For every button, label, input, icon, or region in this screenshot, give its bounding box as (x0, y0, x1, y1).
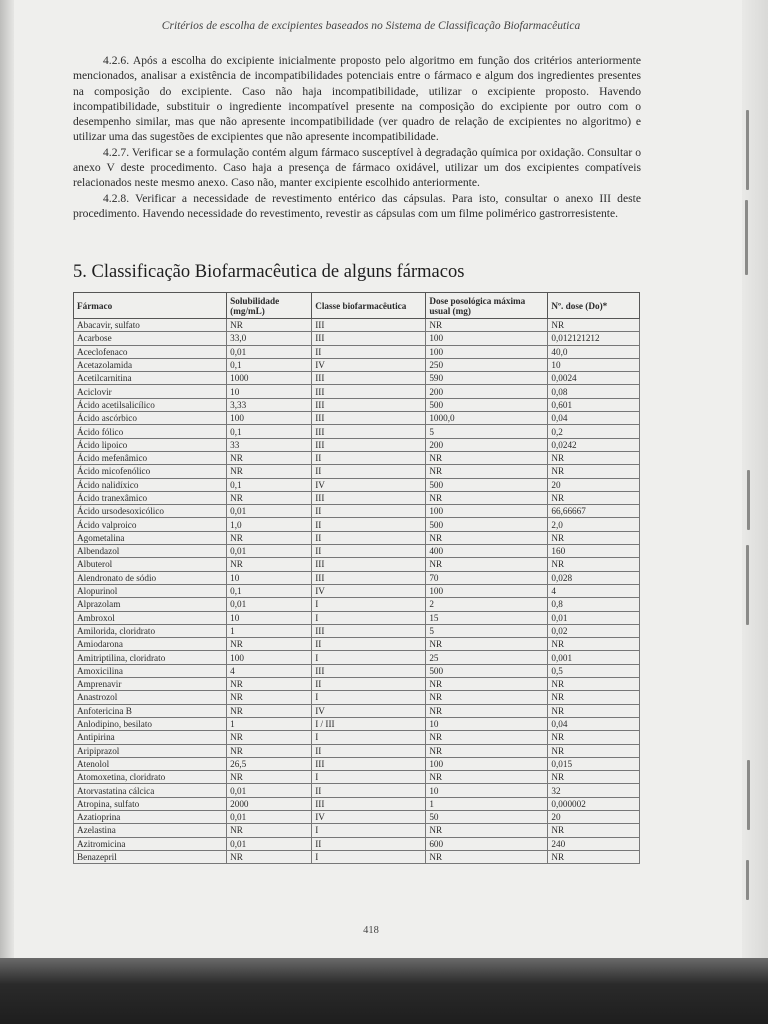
cell-dose: 100 (426, 332, 548, 345)
cell-numero-dose: NR (548, 771, 640, 784)
cell-solubilidade: 1000 (227, 372, 312, 385)
cell-numero-dose: 0,2 (548, 425, 640, 438)
cell-farmaco: Ácido ascórbico (74, 412, 227, 425)
cell-numero-dose: 0,8 (548, 598, 640, 611)
cell-dose: 400 (426, 545, 548, 558)
cell-numero-dose: 0,01 (548, 611, 640, 624)
cell-classe: I / III (312, 717, 426, 730)
cell-solubilidade: 0,01 (227, 345, 312, 358)
page-left-edge-shadow (0, 0, 14, 958)
cell-solubilidade: 10 (227, 571, 312, 584)
cell-solubilidade: 0,01 (227, 598, 312, 611)
table-row (74, 465, 640, 478)
cell-solubilidade: 0,1 (227, 584, 312, 597)
cell-solubilidade: NR (227, 824, 312, 837)
cell-classe: II (312, 784, 426, 797)
cell-numero-dose: NR (548, 491, 640, 504)
cell-dose: NR (426, 850, 548, 863)
table-row (74, 518, 640, 531)
table-row (74, 638, 640, 651)
cell-solubilidade: NR (227, 531, 312, 544)
cell-classe: III (312, 398, 426, 411)
table-row (74, 438, 640, 451)
cell-farmaco: Atenolol (74, 757, 227, 770)
cell-classe: II (312, 451, 426, 464)
table-row (74, 598, 640, 611)
cell-classe: II (312, 531, 426, 544)
page-right-margin (742, 0, 768, 958)
cell-numero-dose: 0,04 (548, 717, 640, 730)
table-row (74, 332, 640, 345)
cell-numero-dose: 0,001 (548, 651, 640, 664)
cell-classe: III (312, 372, 426, 385)
cell-dose: 200 (426, 385, 548, 398)
cell-solubilidade: NR (227, 638, 312, 651)
cell-classe: II (312, 545, 426, 558)
table-row (74, 425, 640, 438)
cell-solubilidade: NR (227, 451, 312, 464)
cell-solubilidade: 0,01 (227, 505, 312, 518)
scan-mark (745, 200, 748, 275)
cell-farmaco: Azatioprina (74, 810, 227, 823)
cell-numero-dose: 0,0024 (548, 372, 640, 385)
cell-farmaco: Acetilcarnitina (74, 372, 227, 385)
table-row (74, 837, 640, 850)
paragraph-4-2-7: 4.2.7. Verificar se a formulação contém algum fármaco susceptível à degradação química por oxidação. Consultar o anexo V deste procedimento. Caso haja a presença de fármaco oxidável, utilizar um dos excipientes compatíveis relacionados neste mesmo anexo. Caso não, manter excipiente escolhido anteriormente. (73, 145, 641, 190)
cell-dose: NR (426, 491, 548, 504)
cell-solubilidade: 33,0 (227, 332, 312, 345)
body-text (73, 53, 641, 221)
cell-numero-dose: NR (548, 451, 640, 464)
cell-farmaco: Amoxicilina (74, 664, 227, 677)
paragraph-4-2-8: 4.2.8. Verificar a necessidade de revestimento entérico das cápsulas. Para isto, consultar o anexo III deste procedimento. Havendo necessidade do revestimento, revestir as cápsulas com um filme polimérico gastrorresistente. (73, 191, 641, 220)
section-title: 5. Classificação Biofarmacêutica de alguns fármacos (73, 262, 465, 282)
cell-dose: 500 (426, 518, 548, 531)
cell-solubilidade: 3,33 (227, 398, 312, 411)
table-row (74, 744, 640, 757)
cell-solubilidade: 0,01 (227, 837, 312, 850)
table-row (74, 451, 640, 464)
cell-solubilidade: 100 (227, 412, 312, 425)
table-row (74, 717, 640, 730)
cell-classe: III (312, 571, 426, 584)
cell-farmaco: Azitromicina (74, 837, 227, 850)
cell-farmaco: Anlodipino, besilato (74, 717, 227, 730)
cell-classe: III (312, 797, 426, 810)
cell-farmaco: Amilorida, cloridrato (74, 624, 227, 637)
table-row (74, 691, 640, 704)
table-row (74, 385, 640, 398)
cell-numero-dose: 0,012121212 (548, 332, 640, 345)
cell-dose: 500 (426, 398, 548, 411)
cell-dose: 1 (426, 797, 548, 810)
cell-farmaco: Alendronato de sódio (74, 571, 227, 584)
cell-classe: II (312, 465, 426, 478)
cell-numero-dose: 0,02 (548, 624, 640, 637)
cell-dose: 200 (426, 438, 548, 451)
cell-farmaco: Atomoxetina, cloridrato (74, 771, 227, 784)
cell-solubilidade: NR (227, 771, 312, 784)
cell-numero-dose: NR (548, 691, 640, 704)
cell-numero-dose: 20 (548, 478, 640, 491)
cell-dose: NR (426, 465, 548, 478)
cell-classe: I (312, 691, 426, 704)
cell-classe: III (312, 385, 426, 398)
cell-solubilidade: 1,0 (227, 518, 312, 531)
table-row (74, 345, 640, 358)
cell-farmaco: Albuterol (74, 558, 227, 571)
cell-numero-dose: NR (548, 319, 640, 332)
scan-mark (746, 110, 749, 190)
table-row (74, 757, 640, 770)
cell-dose: 590 (426, 372, 548, 385)
cell-classe: III (312, 412, 426, 425)
cell-farmaco: Atorvastatina cálcica (74, 784, 227, 797)
cell-solubilidade: 2000 (227, 797, 312, 810)
cell-farmaco: Ácido tranexâmico (74, 491, 227, 504)
cell-solubilidade: NR (227, 704, 312, 717)
cell-farmaco: Abacavir, sulfato (74, 319, 227, 332)
cell-classe: II (312, 678, 426, 691)
cell-numero-dose: 20 (548, 810, 640, 823)
cell-solubilidade: 0,01 (227, 810, 312, 823)
column-header-farmaco: Fármaco (74, 293, 227, 319)
table-row (74, 398, 640, 411)
cell-farmaco: Anfotericina B (74, 704, 227, 717)
table-row (74, 850, 640, 863)
cell-numero-dose: 0,0242 (548, 438, 640, 451)
cell-dose: NR (426, 704, 548, 717)
cell-numero-dose: NR (548, 465, 640, 478)
cell-solubilidade: NR (227, 465, 312, 478)
table-row (74, 545, 640, 558)
table-row (74, 797, 640, 810)
table-row (74, 810, 640, 823)
cell-farmaco: Benazepril (74, 850, 227, 863)
table-row (74, 678, 640, 691)
cell-solubilidade: 4 (227, 664, 312, 677)
cell-dose: NR (426, 531, 548, 544)
cell-farmaco: Acetazolamida (74, 358, 227, 371)
paragraph-4-2-6: 4.2.6. Após a escolha do excipiente inicialmente proposto pelo algoritmo em função dos critérios anteriormente mencionados, analisar a existência de incompatibilidades potenciais entre o fármaco e algum dos ingredientes presentes na composição do excipiente. Caso não haja incompatibilidade, utilizar o excipiente proposto. Havendo incompatibilidade, substituir o ingrediente incompatível presente na composição do excipiente por outro com o desempenho similar, mas que não apresente incompatibilidade (ver quadro de relação de excipientes no algoritmo) e utilizar uma das sugestões de excipientes que não apresente incompatibilidade. (73, 54, 641, 144)
cell-solubilidade: 0,1 (227, 358, 312, 371)
cell-dose: NR (426, 824, 548, 837)
cell-dose: 50 (426, 810, 548, 823)
cell-numero-dose: NR (548, 704, 640, 717)
cell-farmaco: Alopurinol (74, 584, 227, 597)
cell-farmaco: Albendazol (74, 545, 227, 558)
cell-solubilidade: 100 (227, 651, 312, 664)
cell-classe: IV (312, 704, 426, 717)
cell-farmaco: Alprazolam (74, 598, 227, 611)
cell-classe: III (312, 624, 426, 637)
cell-dose: NR (426, 451, 548, 464)
table-row (74, 611, 640, 624)
cell-classe: II (312, 837, 426, 850)
cell-numero-dose: 4 (548, 584, 640, 597)
cell-classe: I (312, 611, 426, 624)
table-row (74, 784, 640, 797)
cell-dose: NR (426, 731, 548, 744)
cell-farmaco: Aceclofenaco (74, 345, 227, 358)
cell-numero-dose: 0,000002 (548, 797, 640, 810)
cell-classe: III (312, 332, 426, 345)
cell-classe: I (312, 850, 426, 863)
table-row (74, 704, 640, 717)
cell-dose: 100 (426, 505, 548, 518)
table-row (74, 319, 640, 332)
cell-classe: IV (312, 478, 426, 491)
cell-dose: 15 (426, 611, 548, 624)
cell-numero-dose: 0,601 (548, 398, 640, 411)
table-body (74, 319, 640, 864)
table-row (74, 571, 640, 584)
cell-numero-dose: 10 (548, 358, 640, 371)
cell-solubilidade: NR (227, 691, 312, 704)
page-number: 418 (363, 925, 379, 936)
cell-solubilidade: 1 (227, 717, 312, 730)
cell-farmaco: Amitriptilina, cloridrato (74, 651, 227, 664)
cell-solubilidade: NR (227, 678, 312, 691)
table-row (74, 824, 640, 837)
cell-numero-dose: NR (548, 850, 640, 863)
cell-dose: 100 (426, 345, 548, 358)
running-header: Critérios de escolha de excipientes baseados no Sistema de Classificação Biofarmacêutica (161, 20, 581, 32)
table-row (74, 771, 640, 784)
cell-classe: I (312, 771, 426, 784)
cell-numero-dose: 40,0 (548, 345, 640, 358)
cell-farmaco: Antipirina (74, 731, 227, 744)
cell-classe: III (312, 757, 426, 770)
table-row (74, 372, 640, 385)
cell-numero-dose: 240 (548, 837, 640, 850)
cell-dose: NR (426, 691, 548, 704)
cell-classe: III (312, 438, 426, 451)
cell-dose: 70 (426, 571, 548, 584)
cell-dose: 100 (426, 584, 548, 597)
cell-numero-dose: NR (548, 531, 640, 544)
cell-dose: 10 (426, 717, 548, 730)
cell-dose: NR (426, 678, 548, 691)
table-row (74, 478, 640, 491)
table-row (74, 558, 640, 571)
cell-numero-dose: NR (548, 678, 640, 691)
cell-dose: 2 (426, 598, 548, 611)
cell-numero-dose: 0,08 (548, 385, 640, 398)
cell-solubilidade: 0,1 (227, 478, 312, 491)
scan-mark (747, 760, 750, 830)
cell-numero-dose: 0,5 (548, 664, 640, 677)
cell-numero-dose: 2,0 (548, 518, 640, 531)
cell-dose: NR (426, 319, 548, 332)
scan-mark (746, 860, 749, 900)
scan-mark (746, 545, 749, 625)
cell-classe: III (312, 491, 426, 504)
cell-classe: II (312, 345, 426, 358)
cell-dose: NR (426, 558, 548, 571)
cell-dose: NR (426, 638, 548, 651)
table-row (74, 531, 640, 544)
cell-classe: I (312, 651, 426, 664)
cell-dose: 1000,0 (426, 412, 548, 425)
cell-numero-dose: NR (548, 744, 640, 757)
cell-dose: 10 (426, 784, 548, 797)
cell-classe: II (312, 638, 426, 651)
cell-classe: III (312, 664, 426, 677)
cell-numero-dose: 0,015 (548, 757, 640, 770)
cell-farmaco: Atropina, sulfato (74, 797, 227, 810)
table-row (74, 651, 640, 664)
cell-classe: IV (312, 358, 426, 371)
cell-farmaco: Anastrozol (74, 691, 227, 704)
table-row (74, 491, 640, 504)
cell-farmaco: Ácido acetilsalicílico (74, 398, 227, 411)
drug-classification-table (73, 292, 640, 864)
cell-farmaco: Ácido micofenólico (74, 465, 227, 478)
column-header-solubilidade: Solubilidade (mg/mL) (227, 293, 312, 319)
cell-dose: 5 (426, 624, 548, 637)
cell-farmaco: Ácido lipoico (74, 438, 227, 451)
cell-dose: 5 (426, 425, 548, 438)
cell-classe: IV (312, 810, 426, 823)
cell-farmaco: Amprenavir (74, 678, 227, 691)
cell-solubilidade: NR (227, 558, 312, 571)
cell-farmaco: Ácido fólico (74, 425, 227, 438)
cell-dose: NR (426, 744, 548, 757)
cell-solubilidade: NR (227, 319, 312, 332)
cell-farmaco: Ambroxol (74, 611, 227, 624)
cell-numero-dose: 160 (548, 545, 640, 558)
table-row (74, 731, 640, 744)
cell-dose: 100 (426, 757, 548, 770)
table-row (74, 358, 640, 371)
scanner-bottom-band (0, 958, 768, 1024)
cell-farmaco: Acarbose (74, 332, 227, 345)
cell-farmaco: Amiodarona (74, 638, 227, 651)
cell-solubilidade: 33 (227, 438, 312, 451)
cell-solubilidade: 1 (227, 624, 312, 637)
cell-farmaco: Ácido ursodesoxicólico (74, 505, 227, 518)
cell-classe: IV (312, 584, 426, 597)
cell-classe: III (312, 558, 426, 571)
column-header-classe: Classe biofarmacêutica (312, 293, 426, 319)
cell-farmaco: Ácido mefenâmico (74, 451, 227, 464)
cell-solubilidade: 10 (227, 611, 312, 624)
cell-dose: 500 (426, 664, 548, 677)
table-row (74, 584, 640, 597)
cell-classe: II (312, 744, 426, 757)
cell-classe: III (312, 319, 426, 332)
cell-solubilidade: NR (227, 731, 312, 744)
cell-farmaco: Ácido nalidíxico (74, 478, 227, 491)
cell-farmaco: Aripiprazol (74, 744, 227, 757)
cell-numero-dose: NR (548, 731, 640, 744)
cell-numero-dose: 0,028 (548, 571, 640, 584)
cell-numero-dose: NR (548, 558, 640, 571)
table-header-row (74, 293, 640, 319)
cell-classe: III (312, 425, 426, 438)
cell-solubilidade: NR (227, 744, 312, 757)
cell-farmaco: Agometalina (74, 531, 227, 544)
column-header-numero-dose: Nº. dose (Do)* (548, 293, 640, 319)
cell-dose: 25 (426, 651, 548, 664)
cell-dose: 500 (426, 478, 548, 491)
cell-classe: I (312, 598, 426, 611)
cell-solubilidade: 0,01 (227, 784, 312, 797)
cell-classe: I (312, 731, 426, 744)
cell-numero-dose: NR (548, 638, 640, 651)
scan-mark (747, 470, 750, 530)
table-row (74, 624, 640, 637)
column-header-dose: Dose posológica máxima usual (mg) (426, 293, 548, 319)
cell-solubilidade: 10 (227, 385, 312, 398)
cell-numero-dose: 0,04 (548, 412, 640, 425)
cell-classe: II (312, 505, 426, 518)
cell-numero-dose: NR (548, 824, 640, 837)
cell-dose: 250 (426, 358, 548, 371)
cell-farmaco: Azelastina (74, 824, 227, 837)
table-row (74, 505, 640, 518)
table-row (74, 412, 640, 425)
cell-solubilidade: 0,01 (227, 545, 312, 558)
cell-farmaco: Aciclovir (74, 385, 227, 398)
cell-dose: 600 (426, 837, 548, 850)
cell-farmaco: Ácido valproico (74, 518, 227, 531)
cell-dose: NR (426, 771, 548, 784)
cell-solubilidade: NR (227, 850, 312, 863)
cell-classe: II (312, 518, 426, 531)
cell-solubilidade: 0,1 (227, 425, 312, 438)
cell-classe: I (312, 824, 426, 837)
table-row (74, 664, 640, 677)
cell-numero-dose: 66,66667 (548, 505, 640, 518)
cell-numero-dose: 32 (548, 784, 640, 797)
cell-solubilidade: 26,5 (227, 757, 312, 770)
cell-solubilidade: NR (227, 491, 312, 504)
